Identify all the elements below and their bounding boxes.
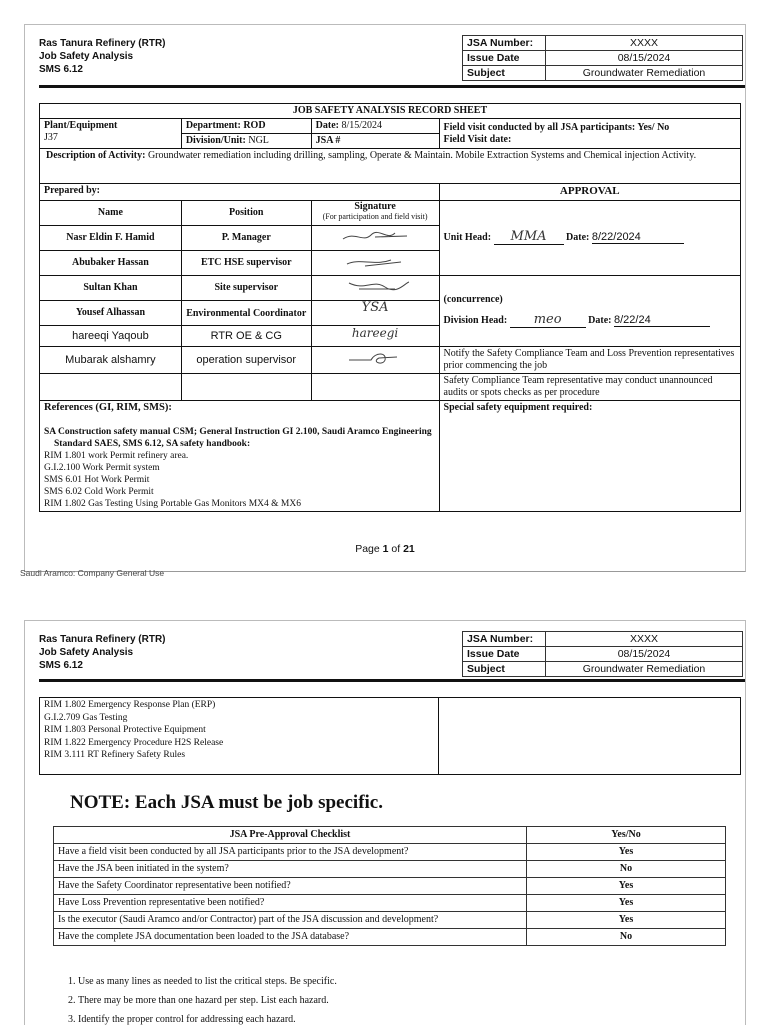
date-cell (311, 119, 439, 134)
department-label: Department: (185, 120, 241, 131)
participant-signature (311, 301, 439, 326)
subject-value: Groundwater Remediation (546, 662, 743, 677)
checklist-header: JSA Pre-Approval Checklist (54, 827, 527, 844)
jsa-number-cell: JSA # (311, 134, 439, 149)
unit-head-signature-text: MMA (510, 229, 547, 244)
col-name-header: Name (40, 201, 182, 226)
field-visit-text: Field visit conducted by all JSA participants: Yes/ No (443, 121, 670, 133)
field-visit-cell (439, 119, 740, 149)
page-total: 21 (403, 543, 415, 555)
page-of: of (388, 543, 404, 555)
checklist-answer: No (527, 861, 726, 878)
reference-item: RIM 1.822 Emergency Procedure H2S Release (44, 737, 224, 748)
subject-value: Groundwater Remediation (546, 66, 743, 81)
page-number (25, 543, 745, 555)
participant-position: ETC HSE supervisor (181, 251, 311, 276)
header-rule (39, 679, 745, 682)
prepared-by-label: Prepared by: (40, 184, 440, 201)
checklist-answer: Yes (527, 878, 726, 895)
page-current: 1 (382, 543, 389, 555)
participant-signature-text: hareegi (351, 326, 399, 340)
empty-position-cell (181, 374, 311, 401)
header-org-line: SMS 6.12 (39, 660, 83, 671)
empty-signature-cell (311, 374, 439, 401)
header-info-table (462, 35, 743, 81)
checklist-question: Have the Safety Coordinator representative been notified? (54, 878, 527, 895)
header-org-line: Job Safety Analysis (39, 647, 134, 658)
signature-scribble (335, 227, 415, 245)
checklist-answer: No (527, 929, 726, 946)
reference-item: G.I.2.709 Gas Testing (44, 712, 128, 723)
field-visit-date: Field Visit date: (443, 133, 512, 145)
concurrence-label: (concurrence) (443, 294, 503, 305)
participant-name: Mubarak alshamry (40, 347, 182, 374)
references-continued-cell (40, 698, 439, 775)
checklist-question: Is the executor (Saudi Aramco and/or Contractor) part of the JSA discussion and development? (54, 912, 527, 929)
checklist-question: Have the JSA been initiated in the system? (54, 861, 527, 878)
participant-signature (311, 226, 439, 251)
unit-head-label: Unit Head: (443, 232, 492, 243)
plant-label: Plant/Equipment (44, 120, 118, 131)
participant-name: hareeqi Yaqoub (40, 326, 182, 347)
references-label: References (GI, RIM, SMS): (44, 402, 172, 413)
participant-name: Abubaker Hassan (40, 251, 182, 276)
participant-signature-text: YSA (361, 300, 389, 315)
participant-name: Yousef Alhassan (40, 301, 182, 326)
jsa-number-value: XXXX (546, 632, 743, 647)
instruction-step: 1. Use as many lines as needed to list the critical steps. Be specific. (78, 972, 337, 991)
participant-signature (311, 347, 439, 374)
approval-heading: APPROVAL (439, 184, 740, 201)
date-label: Date: (315, 120, 339, 131)
department-value: ROD (243, 120, 266, 131)
participant-position: Environmental Coordinator (181, 301, 311, 326)
reference-item: SMS 6.02 Cold Work Permit (44, 487, 154, 497)
division-label: Division/Unit: (185, 135, 246, 146)
audit-cell (439, 374, 740, 401)
header-org-line: Job Safety Analysis (39, 51, 134, 62)
description-value: Groundwater remediation including drilling, sampling, Operate & Maintain. Mobile Extraction Systems and Chemical injection Activity. (147, 150, 697, 161)
division-head-cell (439, 276, 740, 347)
notify-cell (439, 347, 740, 374)
participant-signature (311, 251, 439, 276)
signature-scribble (335, 277, 415, 295)
participant-name: Nasr Eldin F. Hamid (40, 226, 182, 251)
description-cell (40, 149, 741, 184)
signature-scribble (335, 252, 415, 270)
pre-approval-checklist (53, 826, 726, 946)
empty-equipment-cell (439, 698, 741, 775)
issue-date-value: 08/15/2024 (546, 647, 743, 662)
instruction-step: 2. There may be more than one hazard per step. List each hazard. (78, 991, 337, 1010)
page-prefix: Page (355, 543, 383, 555)
subject-label: Subject (463, 66, 546, 81)
jsa-number-label: JSA Number: (463, 36, 546, 51)
reference-item: RIM 1.802 Gas Testing Using Portable Gas Monitors MX4 & MX6 (44, 499, 301, 509)
participant-signature (311, 276, 439, 301)
issue-date-label: Issue Date (463, 647, 546, 662)
jsa-record-table (39, 103, 741, 512)
signature-subtitle: (For participation and field visit) (322, 212, 428, 221)
empty-name-cell (40, 374, 182, 401)
checklist-answer: Yes (527, 895, 726, 912)
references-standards: SA Construction safety manual CSM; General Instruction GI 2.100, Saudi Aramco Engineering Standard SAES, SMS 6.12, SA safety handbook: (44, 427, 432, 449)
unit-head-date-label: Date: (566, 232, 590, 243)
header-org-block (39, 633, 166, 672)
checklist-yesno-header: Yes/No (527, 827, 726, 844)
header-org-line: Ras Tanura Refinery (RTR) (39, 634, 166, 645)
document-page-2 (24, 620, 746, 1025)
subject-label: Subject (463, 662, 546, 677)
date-value: 8/15/2024 (341, 120, 383, 131)
division-head-signature-text: meo (533, 312, 562, 327)
reference-item: RIM 1.803 Personal Protective Equipment (44, 725, 206, 735)
checklist-answer: Yes (527, 844, 726, 861)
division-value: NGL (248, 135, 269, 146)
participant-position: operation supervisor (181, 347, 311, 374)
jsa-number-value: XXXX (546, 36, 743, 51)
participant-position: Site supervisor (181, 276, 311, 301)
description-label: Description of Activity: (46, 150, 146, 161)
note-heading: NOTE: Each JSA must be job specific. (70, 792, 383, 813)
unit-head-signature (494, 231, 564, 245)
header-org-line: SMS 6.12 (39, 64, 83, 75)
checklist-question: Have a field visit been conducted by all JSA participants prior to the JSA development? (54, 844, 527, 861)
signature-title: Signature (354, 201, 396, 212)
division-head-date-label: Date: (588, 315, 612, 326)
division-head-date: 8/22/24 (614, 314, 710, 327)
header-rule (39, 85, 745, 88)
issue-date-value: 08/15/2024 (546, 51, 743, 66)
instruction-steps (58, 972, 337, 1029)
participant-signature (311, 326, 439, 347)
division-cell (181, 134, 311, 149)
reference-item: RIM 1.801 work Permit refinery area. (44, 451, 189, 461)
header-info-table (462, 631, 743, 677)
instruction-step: 3. Identify the proper control for addressing each hazard. (78, 1010, 337, 1029)
plant-value: J37 (44, 132, 58, 143)
audit-text: Safety Compliance Team representative may conduct unannounced audits or spots checks as per procedure (443, 375, 713, 398)
special-equipment-cell: Special safety equipment required: (439, 401, 740, 512)
record-title: JOB SAFETY ANALYSIS RECORD SHEET (40, 104, 741, 119)
references-continued-table (39, 697, 741, 775)
participant-name: Sultan Khan (40, 276, 182, 301)
checklist-question: Have Loss Prevention representative been notified? (54, 895, 527, 912)
unit-head-cell (439, 201, 740, 276)
reference-item: SMS 6.01 Hot Work Permit (44, 475, 150, 485)
header-org-line: Ras Tanura Refinery (RTR) (39, 38, 166, 49)
division-head-signature (510, 314, 586, 328)
document-page-1 (24, 24, 746, 572)
issue-date-label: Issue Date (463, 51, 546, 66)
references-cell (40, 401, 440, 512)
header-org-block (39, 37, 166, 76)
participant-position: RTR OE & CG (181, 326, 311, 347)
department-cell (181, 119, 311, 134)
reference-item: RIM 1.802 Emergency Response Plan (ERP) (44, 700, 216, 710)
reference-item: G.I.2.100 Work Permit system (44, 463, 160, 473)
unit-head-date: 8/22/2024 (592, 231, 684, 244)
notify-text: Notify the Safety Compliance Team and Loss Prevention representatives prior commencing the job (443, 348, 735, 371)
checklist-question: Have the complete JSA documentation been loaded to the JSA database? (54, 929, 527, 946)
checklist-answer: Yes (527, 912, 726, 929)
reference-item: RIM 3.111 RT Refinery Safety Rules (44, 750, 186, 760)
division-head-label: Division Head: (443, 315, 508, 326)
signature-scribble (335, 348, 415, 368)
classification-label: Saudi Aramco: Company General Use (20, 568, 165, 578)
participant-position: P. Manager (181, 226, 311, 251)
col-position-header: Position (181, 201, 311, 226)
col-signature-header (311, 201, 439, 226)
jsa-number-label: JSA Number: (463, 632, 546, 647)
plant-cell (40, 119, 182, 149)
